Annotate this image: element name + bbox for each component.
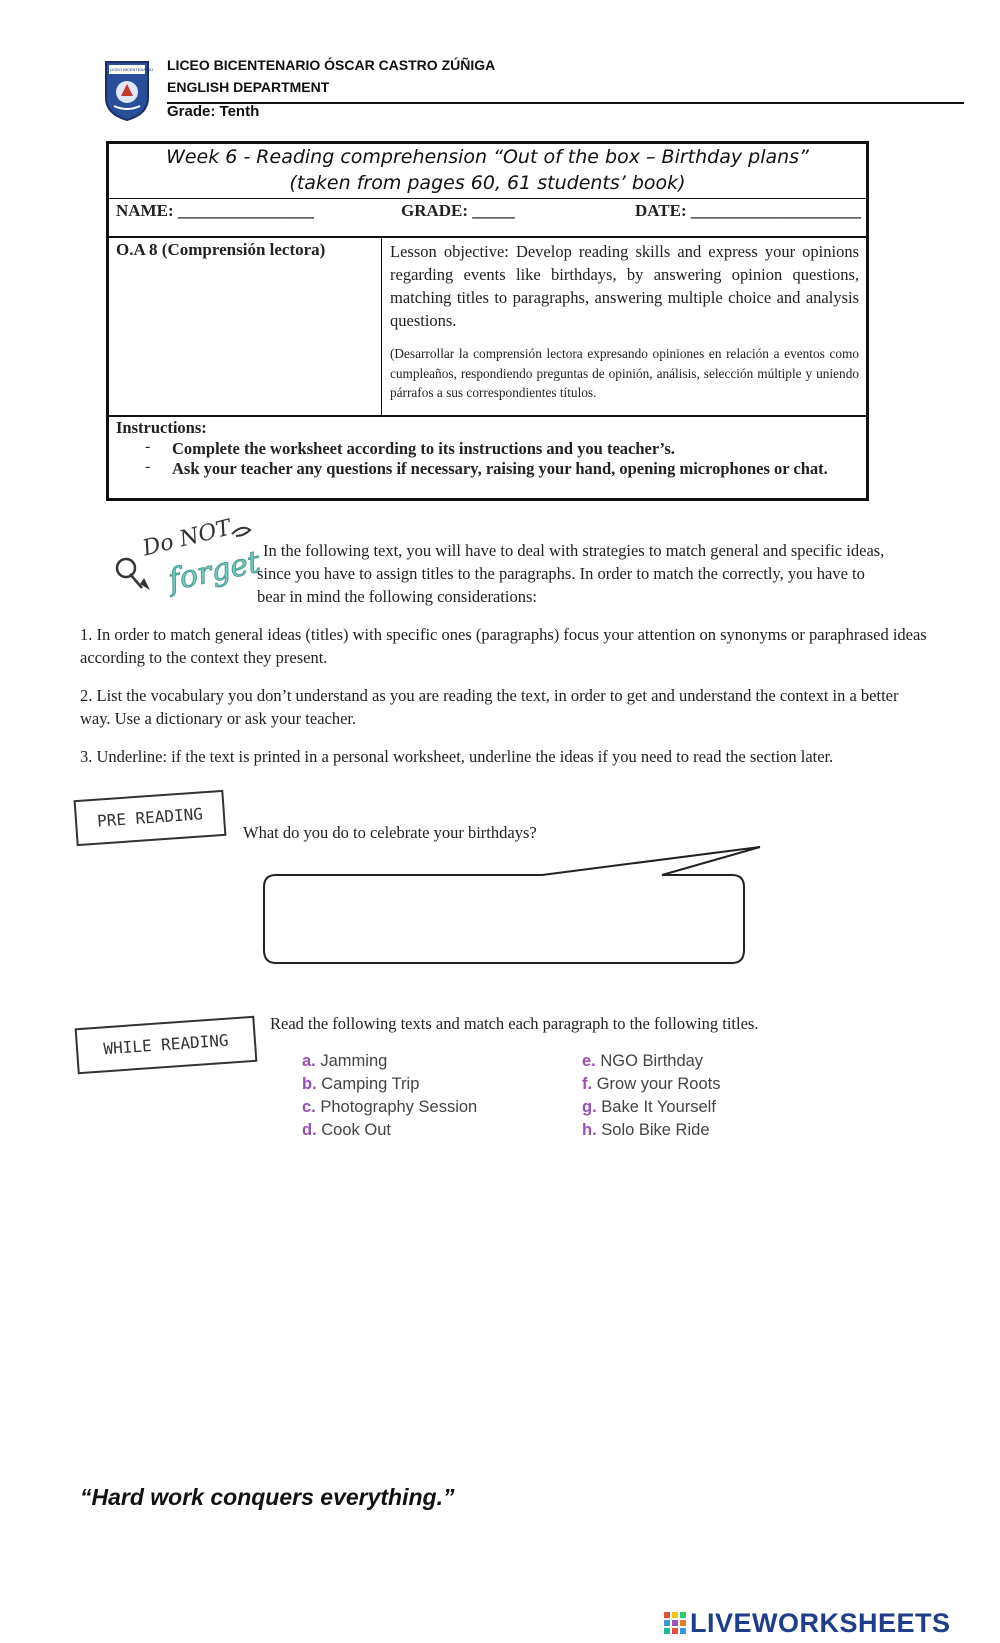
reminder-text: In the following text, you will have to deal with strategies to match general and specific ideas, since you have to assign titles to the paragraphs. In order to match the correctly, you have to bear in mind the following considerations: <box>257 541 885 606</box>
instructions-title: Instructions: <box>116 418 207 437</box>
while-reading-instruction: Read the following texts and match each paragraph to the following titles. <box>270 1014 759 1033</box>
school-name: LICEO BICENTENARIO ÓSCAR CASTRO ZÚÑIGA <box>167 57 496 73</box>
pre-reading-question: What do you do to celebrate your birthdays? <box>243 823 537 842</box>
title-option-d: d. Cook Out <box>302 1121 391 1139</box>
instruction-item: Ask your teacher any questions if necessary, raising your hand, opening microphones or chat. <box>172 459 828 478</box>
department-name: ENGLISH DEPARTMENT <box>167 79 330 95</box>
consideration-2: 2. List the vocabulary you don’t understand as you are reading the text, in order to get and understand the context in a better way. Use a dictionary or ask your teacher. <box>80 686 899 728</box>
worksheet-title-line1: Week 6 - Reading comprehension “Out of the box – Birthday plans” <box>166 146 809 168</box>
do-not-forget-sticker <box>112 515 264 606</box>
while-reading-tag-label: WHILE READING <box>102 1030 230 1059</box>
worksheet-title-line2: (taken from pages 60, 61 students’ book) <box>289 172 686 194</box>
consideration-3: 3. Underline: if the text is printed in a personal worksheet, underline the ideas if you need to read the section later. <box>80 747 834 766</box>
title-option-f: f. Grow your Roots <box>582 1075 721 1093</box>
liveworksheets-logo[interactable] <box>664 1608 950 1638</box>
title-option-a: a. Jamming <box>302 1052 388 1070</box>
lesson-objective-spanish: (Desarrollar la comprensión lectora expresando opiniones en relación a eventos como cumpleaños, respondiendo preguntas de opinión, análisis, selección múltiple y uniendo párrafos a sus correspondientes títulos. <box>390 346 859 400</box>
liveworksheets-brand: LIVEWORKSHEETS <box>690 1608 951 1638</box>
title-option-b: b. Camping Trip <box>302 1075 420 1093</box>
pre-reading-tag <box>74 790 227 846</box>
motto-quote: “Hard work conquers everything.” <box>80 1484 455 1510</box>
speech-bubble-answer-box[interactable] <box>262 845 767 970</box>
title-option-h: h. Solo Bike Ride <box>582 1121 710 1139</box>
header-divider <box>167 102 964 104</box>
instruction-item: Complete the worksheet according to its instructions and you teacher’s. <box>172 439 675 458</box>
worksheet-info-box: Week 6 - Reading comprehension “Out of the box – Birthday plans” (taken from pages 60, 61 students’ book) NAME: ________________ GRADE: _____ DATE: ____________________ O.A 8 (Comprensión lectora) Lesson objective: Develop reading skills and express your opinions regarding events like birthdays, by answering opinion questions, matching titles to paragraphs, answering multiple choice and analysis questions. (Desarrollar la comprensión lectora expresando opiniones en relación a eventos como cumpleaños, respondiendo preguntas de opinión, análisis, selección múltiple y uniendo párrafos a sus correspondientes títulos. Instructions: - Complete the worksheet according to its instructions and you teacher’s. - Ask your teacher any questions if necessary, raising your hand, opening microphones or chat. <box>106 141 869 501</box>
grade-level: Grade: Tenth <box>167 103 260 120</box>
name-field[interactable]: NAME: ________________ <box>116 201 314 220</box>
school-logo <box>104 60 154 122</box>
liveworksheets-icon <box>664 1612 686 1634</box>
sticker-text-bottom: forget <box>165 544 264 599</box>
grade-field[interactable]: GRADE: _____ <box>401 201 515 220</box>
oa-label: O.A 8 (Comprensión lectora) <box>116 240 326 259</box>
consideration-1: 1. In order to match general ideas (titles) with specific ones (paragraphs) focus your attention on synonyms or paraphrased ideas according to the context they present. <box>80 625 927 667</box>
lesson-objective: Lesson objective: Develop reading skills and express your opinions regarding events like birthdays, by answering opinion questions, matching titles to paragraphs, answering multiple choice and analysis questions. <box>390 242 859 330</box>
pre-reading-tag-label: PRE READING <box>96 804 204 831</box>
date-field[interactable]: DATE: ____________________ <box>635 201 861 220</box>
logo-text: LICEO BICENTENARIO <box>110 67 154 72</box>
while-reading-tag <box>75 1016 258 1074</box>
title-option-g: g. Bake It Yourself <box>582 1098 716 1116</box>
sticker-text-top: Do NOT <box>140 515 234 562</box>
title-option-c: c. Photography Session <box>302 1098 478 1116</box>
title-option-e: e. NGO Birthday <box>582 1052 704 1070</box>
